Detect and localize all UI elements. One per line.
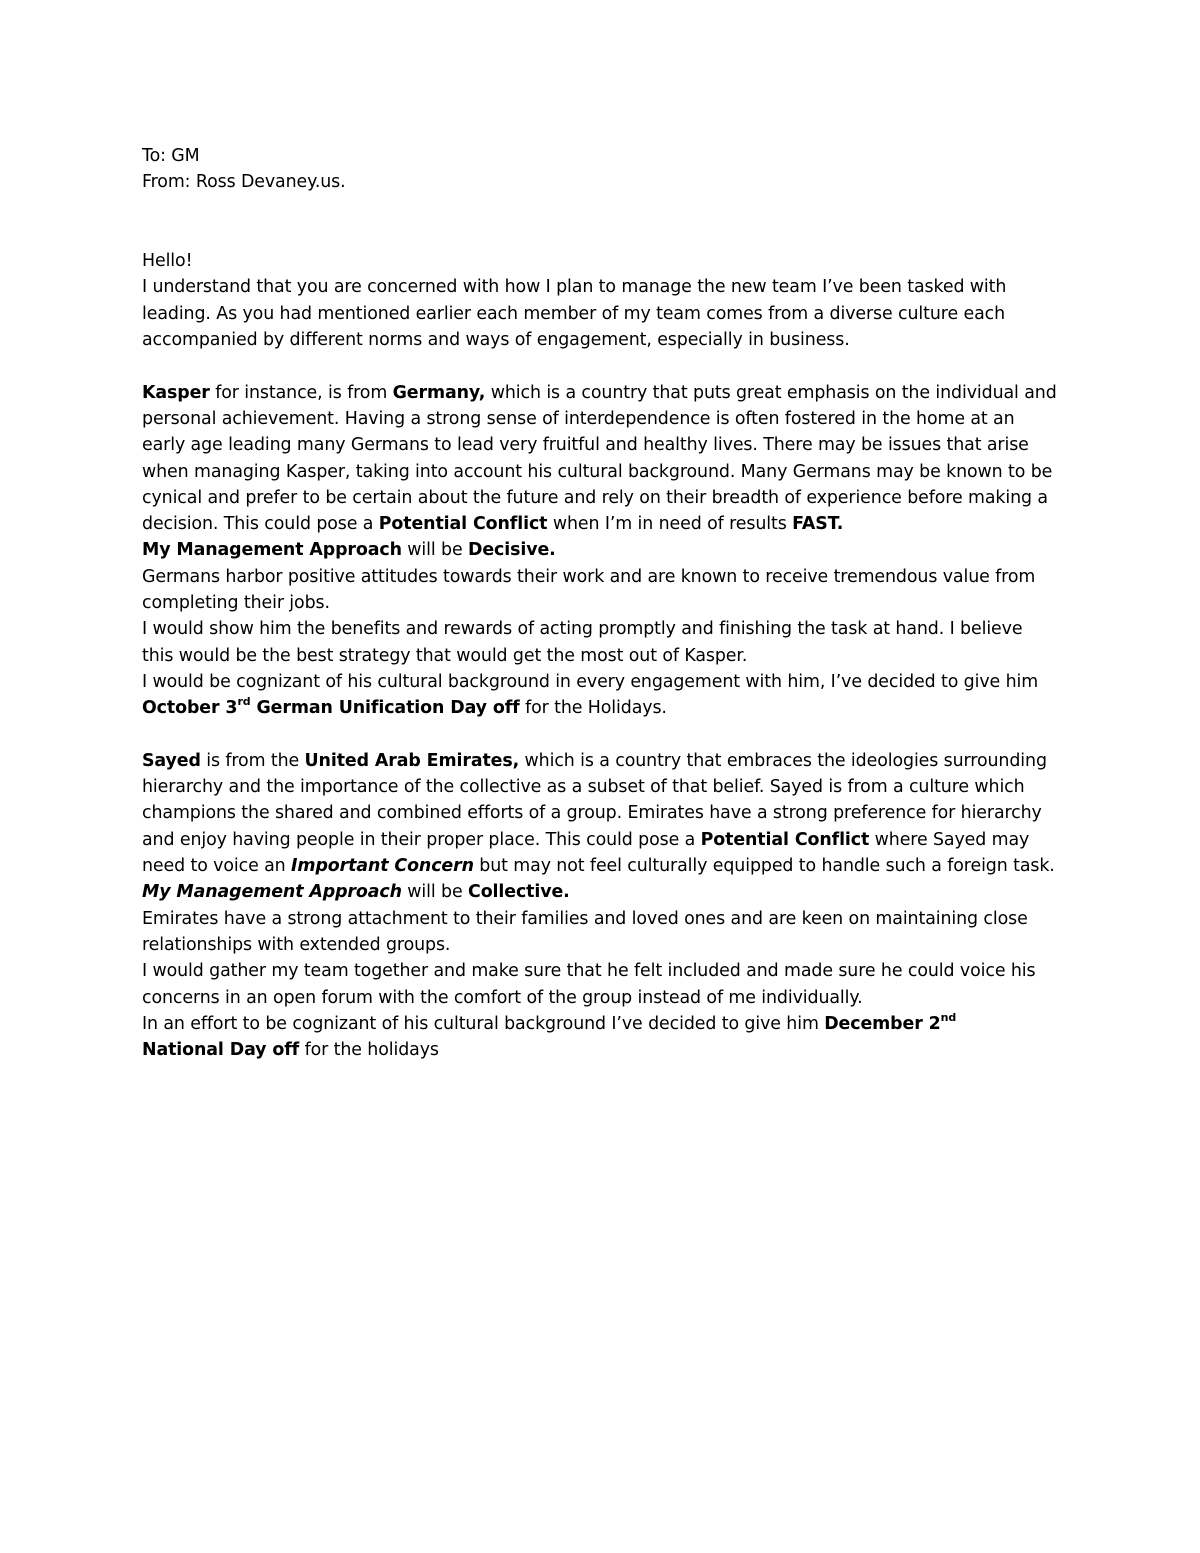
sayed-country: United Arab Emirates, — [304, 750, 520, 771]
fast-emphasis: FAST. — [792, 514, 844, 535]
spacer — [142, 722, 1072, 748]
kasper-line: Germans harbor positive attitudes towards their work and are known to receive tremendous value from — [142, 566, 1036, 587]
kasper-line: personal achievement. Having a strong sense of interdependence is often fostered in the home at an — [142, 408, 1015, 429]
from-line: From: Ross Devaney.us. — [142, 172, 346, 193]
sayed-line: champions the shared and combined efforts of a group. Emirates have a strong preference for hierarchy — [142, 803, 1042, 824]
kasper-line: I would be cognizant of his cultural background in every engagement with him, I’ve decided to give him — [142, 671, 1039, 692]
kasper-line: this would be the best strategy that would get the most out of Kasper. — [142, 645, 748, 666]
sayed-line: In an effort to be cognizant of his cultural background I’ve decided to give him December 2nd — [142, 1010, 957, 1034]
sayed-line: need to voice an Important Concern but may not feel culturally equipped to handle such a foreign task. — [142, 856, 1055, 877]
potential-conflict: Potential Conflict — [378, 514, 548, 535]
kasper-line: when managing Kasper, taking into account his cultural background. Many Germans may be known to be — [142, 461, 1053, 482]
important-concern: Important Concern — [291, 856, 474, 877]
sayed-holiday: National Day off for the holidays — [142, 1040, 439, 1061]
kasper-line: completing their jobs. — [142, 593, 330, 614]
sayed-line: concerns in an open forum with the comfort of the group instead of me individually. — [142, 987, 863, 1008]
intro-line: I understand that you are concerned with how I plan to manage the new team I’ve been tasked with — [142, 277, 1007, 298]
greeting: Hello! — [142, 251, 193, 272]
sayed-line: relationships with extended groups. — [142, 934, 451, 955]
kasper-line: decision. This could pose a Potential Conflict when I’m in need of results FAST. — [142, 514, 844, 535]
kasper-line: early age leading many Germans to lead very fruitful and healthy lives. There may be issues that arise — [142, 435, 1029, 456]
potential-conflict: Potential Conflict — [700, 829, 870, 850]
letter-body — [142, 143, 1072, 1063]
spacer — [142, 196, 1072, 249]
kasper-approach: My Management Approach will be Decisive. — [142, 540, 556, 561]
sayed-approach: My Management Approach will be Collective. — [142, 882, 570, 903]
kasper-holiday: October 3rd German Unification Day off for the Holidays. — [142, 695, 667, 719]
to-line: To: GM — [142, 146, 200, 166]
sayed-line: Sayed is from the United Arab Emirates, which is a country that embraces the ideologies surrounding — [142, 750, 1047, 771]
sayed-line: and enjoy having people in their proper place. This could pose a Potential Conflict where Sayed may — [142, 829, 1030, 850]
sayed-line: hierarchy and the importance of the collective as a subset of that belief. Sayed is from a culture which — [142, 777, 1025, 798]
intro-line: accompanied by different norms and ways of engagement, especially in business. — [142, 330, 850, 351]
kasper-line: cynical and prefer to be certain about the future and rely on their breadth of experience before making a — [142, 487, 1048, 508]
kasper-country: Germany, — [392, 382, 486, 403]
spacer — [142, 353, 1072, 379]
sayed-name: Sayed — [142, 750, 201, 771]
kasper-line: I would show him the benefits and rewards of acting promptly and finishing the task at hand. I believe — [142, 619, 1023, 640]
kasper-name: Kasper — [142, 382, 210, 403]
intro-line: leading. As you had mentioned earlier each member of my team comes from a diverse culture each — [142, 303, 1006, 324]
sayed-line: I would gather my team together and make sure that he felt included and made sure he could voice his — [142, 961, 1036, 982]
sayed-line: Emirates have a strong attachment to their families and loved ones and are keen on maintaining close — [142, 908, 1028, 929]
kasper-line: Kasper for instance, is from Germany, which is a country that puts great emphasis on the individual and — [142, 382, 1057, 403]
